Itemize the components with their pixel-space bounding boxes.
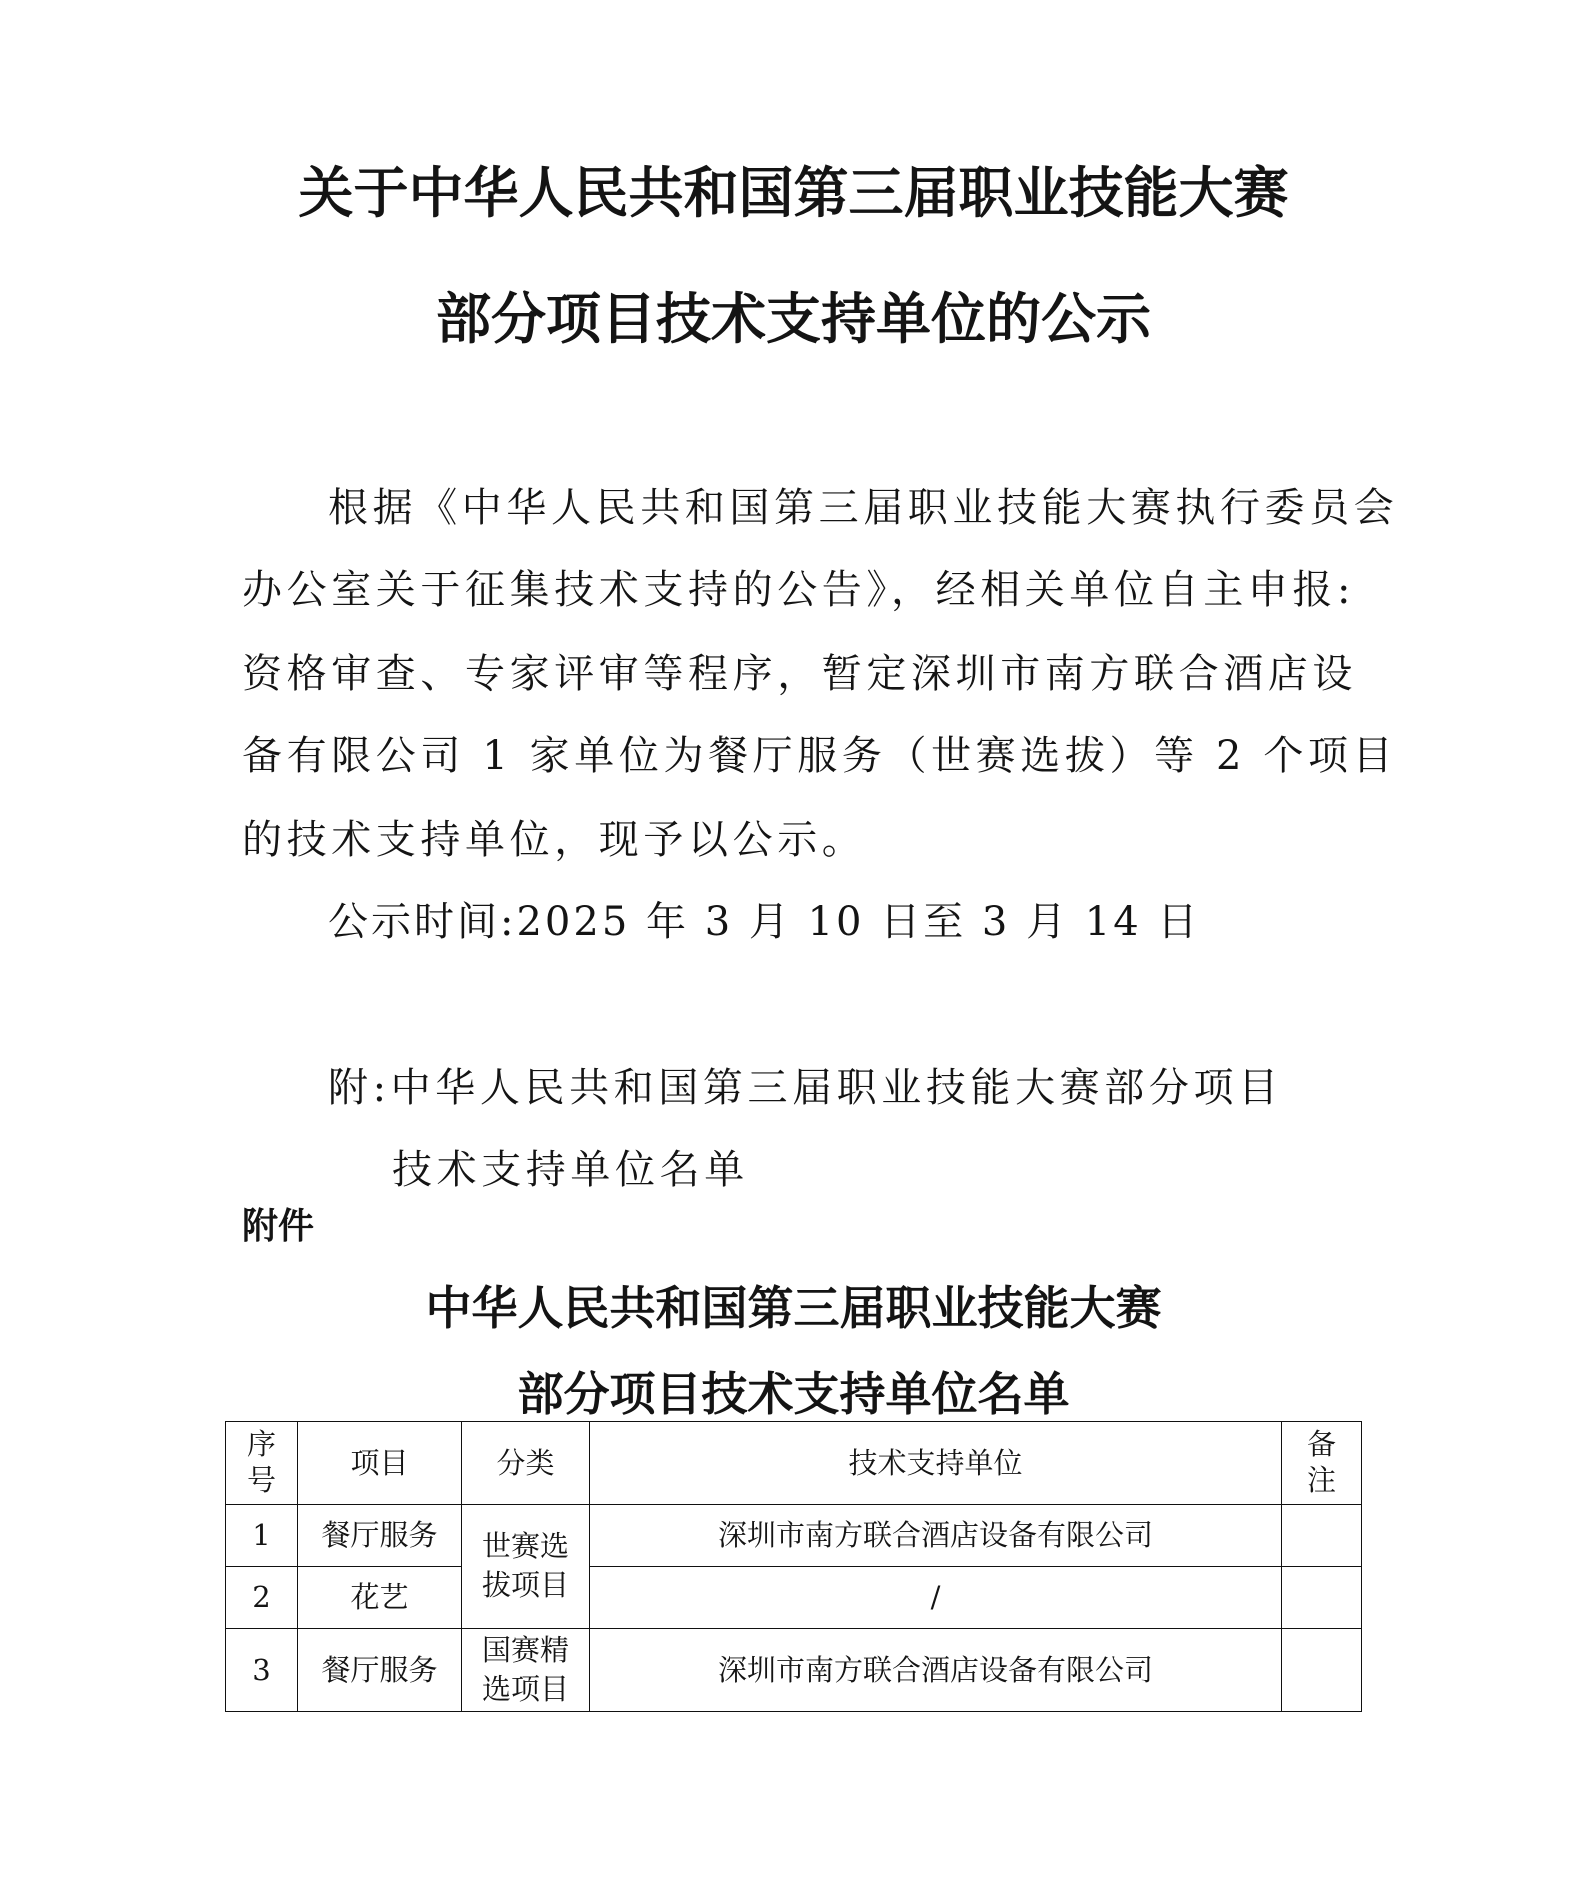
table-row: [226, 1567, 1362, 1629]
header-unit: 技术支持单位: [590, 1422, 1282, 1505]
attachment-line-2: 技术支持单位名单: [392, 1147, 749, 1193]
header-seq: 序号: [226, 1422, 298, 1505]
support-unit-table: [225, 1421, 1362, 1712]
cell-seq: 2: [226, 1567, 298, 1629]
cell-category: 国赛精选项目: [462, 1629, 590, 1712]
cell-remark: [1282, 1629, 1362, 1712]
notice-title-line-1: 关于中华人民共和国第三届职业技能大赛: [298, 160, 1289, 225]
cell-remark: [1282, 1567, 1362, 1629]
paragraph-line: 备有限公司 1 家单位为餐厅服务（世赛选拔）等 2 个项目: [242, 733, 1398, 779]
cell-remark: [1282, 1505, 1362, 1567]
paragraph-line: 办公室关于征集技术支持的公告》，经相关单位自主申报:: [242, 567, 1356, 613]
cell-item: 餐厅服务: [298, 1629, 462, 1712]
cell-category: 世赛选拔项目: [462, 1505, 590, 1629]
paragraph-line: 的技术支持单位，现予以公示。: [242, 817, 867, 863]
table-row: [226, 1629, 1362, 1712]
notice-title-line-2: 部分项目技术支持单位的公示: [435, 286, 1151, 351]
publicity-period: 公示时间:2025 年 3 月 10 日至 3 月 14 日: [328, 899, 1201, 945]
header-category: 分类: [462, 1422, 590, 1505]
cell-item: 花艺: [298, 1567, 462, 1629]
cell-seq: 3: [226, 1629, 298, 1712]
annex-title-line-1: 中华人民共和国第三届职业技能大赛: [425, 1281, 1162, 1335]
paragraph-line: 资格审查、专家评审等程序，暂定深圳市南方联合酒店设: [242, 651, 1357, 697]
annex-title-line-2: 部分项目技术支持单位名单: [517, 1367, 1070, 1421]
header-remark: 备注: [1282, 1422, 1362, 1505]
table-header-row: [226, 1422, 1362, 1505]
attachment-line-1: 附:中华人民共和国第三届职业技能大赛部分项目: [328, 1065, 1283, 1111]
header-item: 项目: [298, 1422, 462, 1505]
cell-unit: 深圳市南方联合酒店设备有限公司: [590, 1505, 1282, 1567]
paragraph-line: 根据《中华人民共和国第三届职业技能大赛执行委员会: [328, 485, 1399, 531]
cell-item: 餐厅服务: [298, 1505, 462, 1567]
cell-unit: 深圳市南方联合酒店设备有限公司: [590, 1629, 1282, 1712]
cell-unit: /: [590, 1567, 1282, 1629]
table-row: [226, 1505, 1362, 1567]
cell-seq: 1: [226, 1505, 298, 1567]
annex-label: 附件: [242, 1206, 315, 1247]
